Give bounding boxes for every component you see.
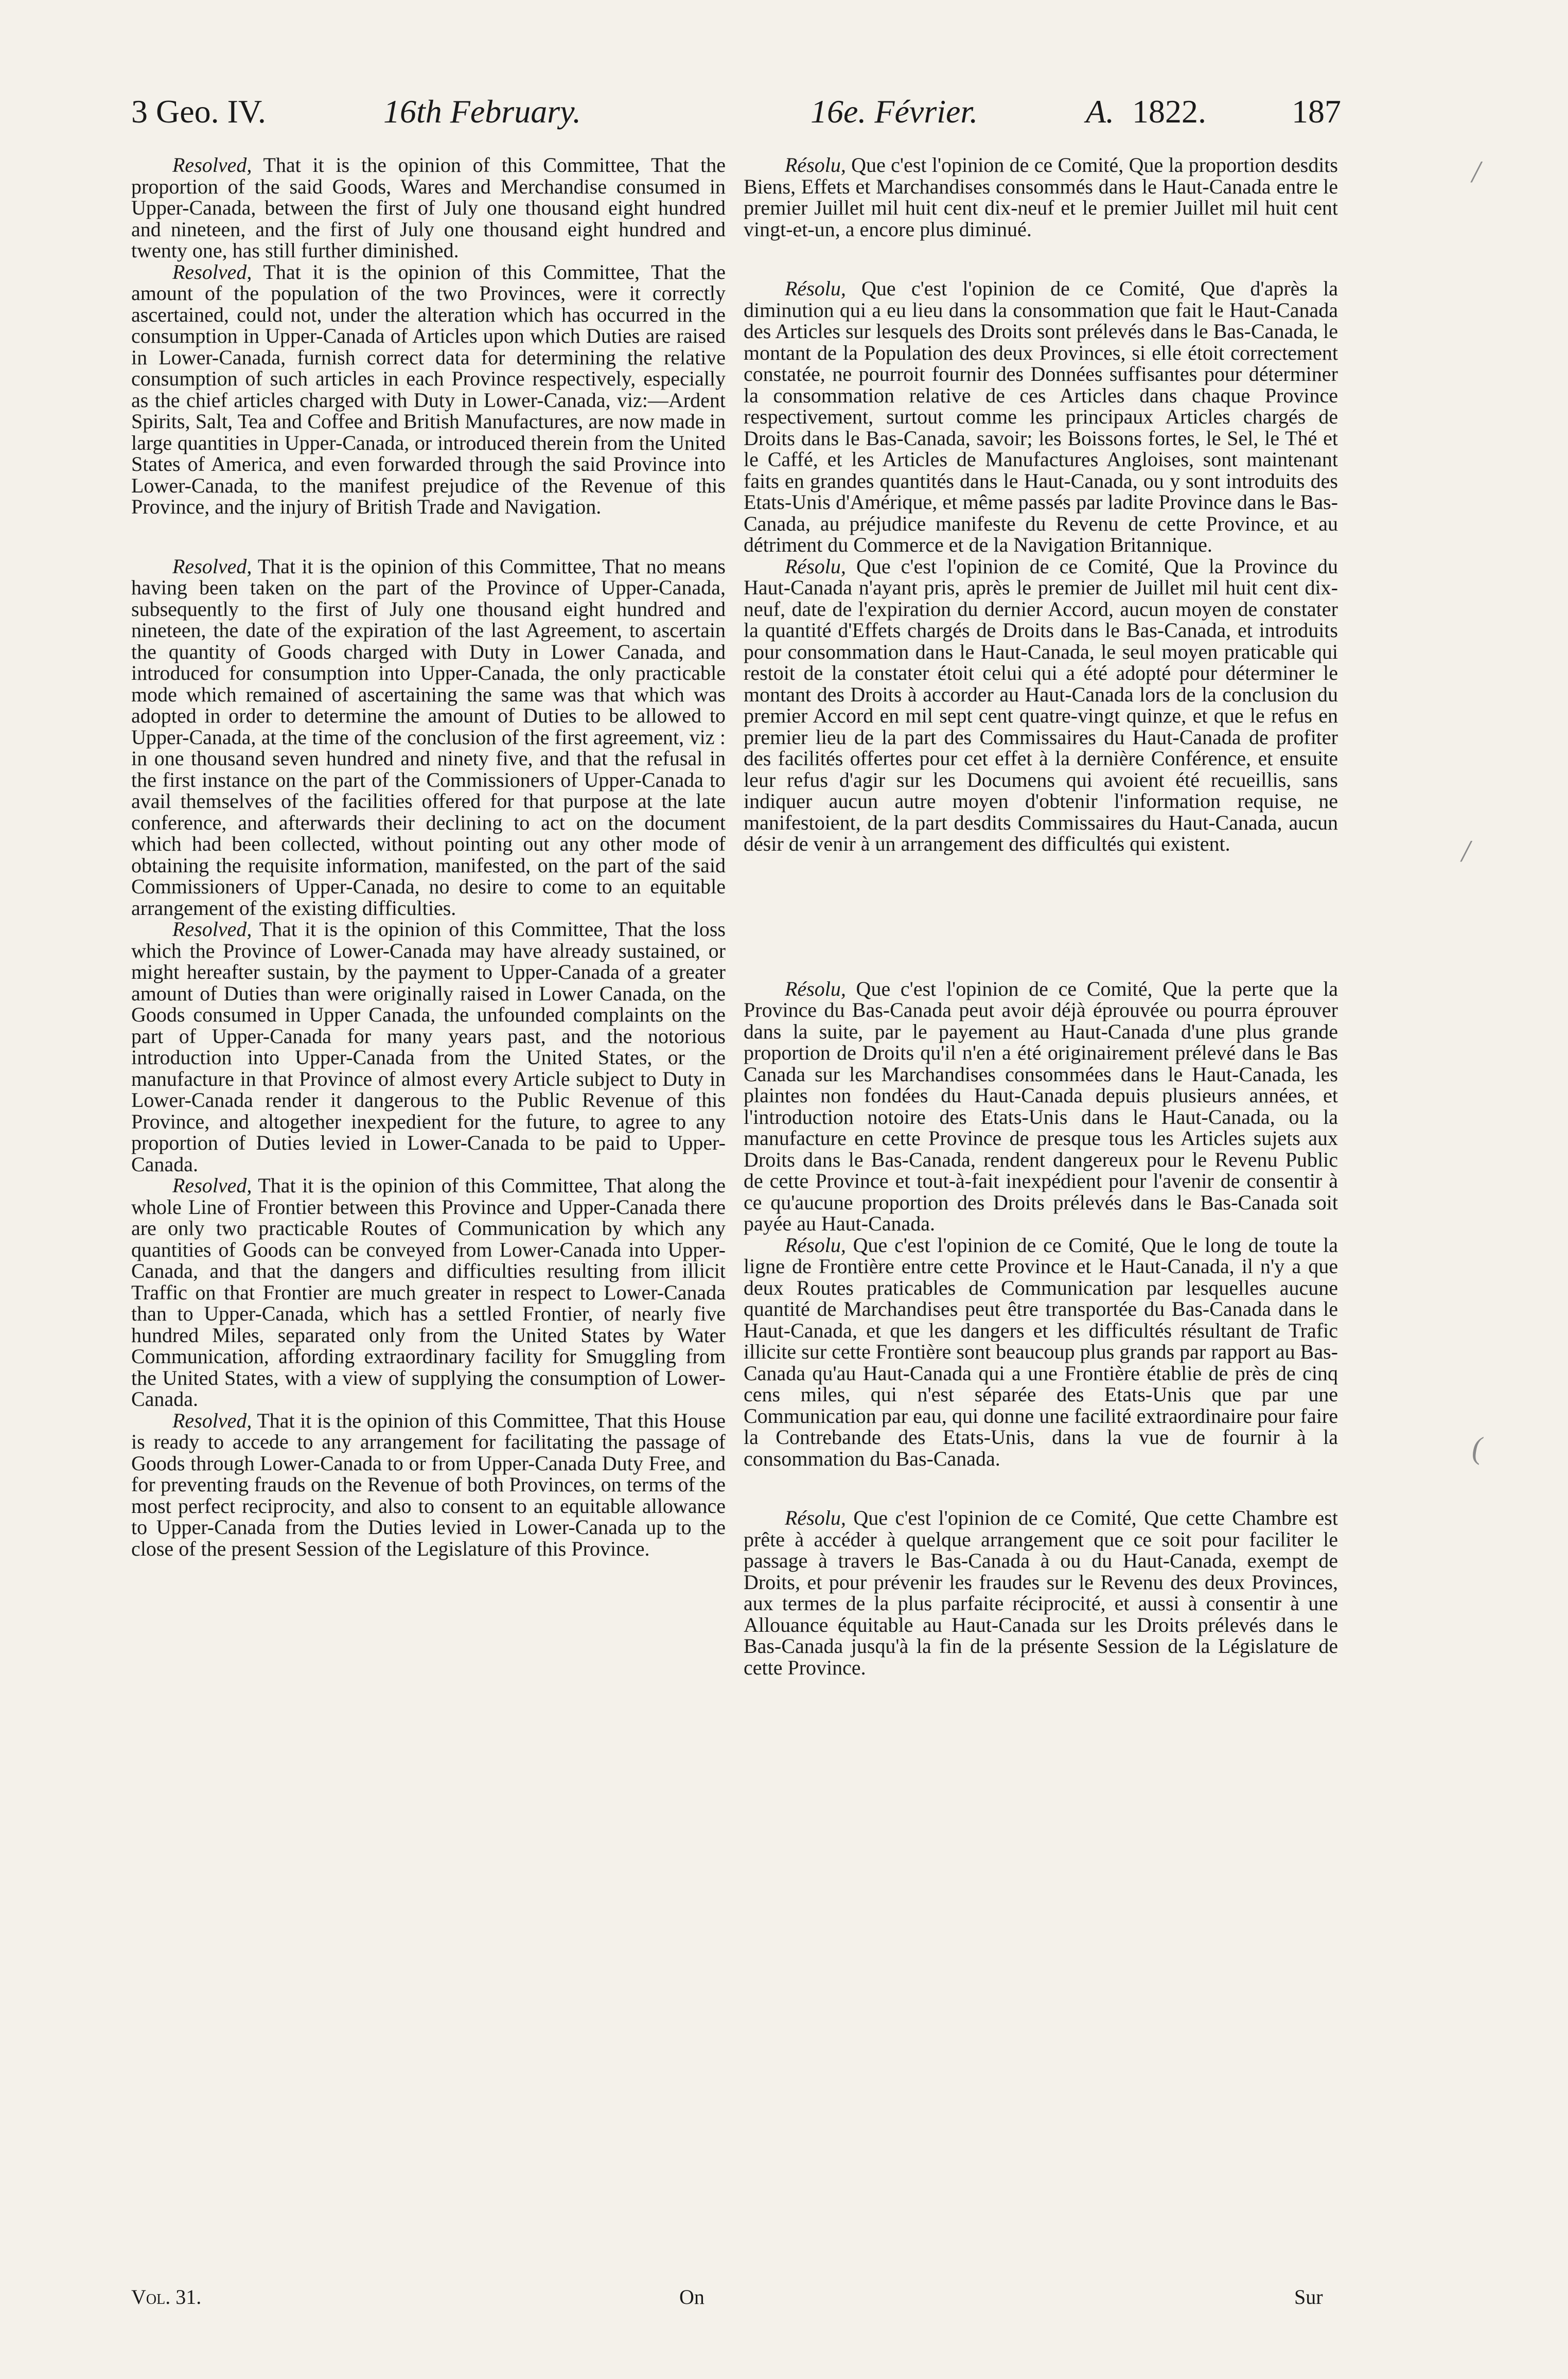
resolution-en-5 bbox=[131, 1175, 726, 1410]
paragraph-gap bbox=[744, 855, 1338, 978]
header-year: 1822. bbox=[1132, 93, 1206, 130]
resolution-en-2 bbox=[131, 261, 726, 518]
resolution-lead: Resolved, bbox=[172, 554, 252, 578]
resolution-lead: Resolved, bbox=[172, 1174, 252, 1197]
resolution-text: Que c'est l'opinion de ce Comité, Que la proportion desdits Biens, Effets et Marchandises consommés dans le Haut-Canada entre le premier Juillet mil huit cent dix-neuf et le premier Juillet mil huit cent vingt-et-un, a encore plus diminué. bbox=[744, 153, 1338, 241]
resolution-en-4 bbox=[131, 919, 726, 1175]
resolution-lead: Résolu, bbox=[785, 153, 846, 177]
volume-label: Vol. 31. bbox=[131, 2285, 202, 2308]
resolution-lead: Resolved, bbox=[172, 153, 252, 177]
resolution-text: Que c'est l'opinion de ce Comité, Que d'après la diminution qui a eu lieu dans la consommation que fait le Haut-Canada des Articles sur lesquels des Droits sont prélevés dans le Bas-Canada, le montant de la Population des deux Provinces, si elle étoit correctement constatée, ne pourroit fournir des Données suffisantes pour déterminer la consommation relative de ces Articles dans chaque Province respectivement, surtout comme les principaux Articles chargés de Droits dans le Bas-Canada, savoir; les Boissons fortes, le Sel, le Thé et le Caffé, et les Articles de Manufactures Angloises, sont maintenant faits en grandes quantités dans le Haut-Canada, ou y sont introduits des Etats-Unis d'Amérique, et même passés par ladite Province dans le Bas-Canada, au préjudice manifeste du Revenu de cette Province, et au détriment du Commerce et de la Navigation Britannique. bbox=[744, 277, 1338, 556]
resolution-lead: Résolu, bbox=[785, 554, 846, 578]
page-number: 187 bbox=[1292, 93, 1341, 130]
french-column bbox=[744, 154, 1338, 1678]
resolution-text: That it is the opinion of this Committee, That no means having been taken on the part of the Province of Upper-Canada, subsequently to the first of July one thousand eight hundred and nineteen, the date of the expiration of the last Agreement, to ascertain the quantity of Goods charged with Duty in Lower Canada, and introduced for consumption into Upper-Canada, the only practicable mode which remained of ascertaining the same was that which was adopted in order to determine the amount of Duties to be allowed to Upper-Canada, at the time of the conclusion of the first agreement, viz : in one thousand seven hundred and ninety five, and that the refusal in the first instance on the part of the Commissioners of Upper-Canada to avail themselves of the facilities offered for that purpose at the late conference, and afterwards their declining to act on the document which had been collected, without pointing out any other mode of obtaining the requisite information, manifested, on the part of the said Commissioners of Upper-Canada, no desire to come to an equitable arrangement of the existing difficulties. bbox=[131, 554, 726, 920]
header-date-french: 16e. Février. bbox=[811, 93, 978, 130]
resolution-lead: Résolu, bbox=[785, 1506, 846, 1529]
resolution-lead: Résolu, bbox=[785, 277, 846, 300]
header-year-prefix: A. bbox=[1086, 93, 1115, 130]
margin-pencil-mark: ( bbox=[1472, 1431, 1482, 1465]
english-column bbox=[131, 154, 726, 1559]
resolution-text: That it is the opinion of this Committee, That the loss which the Province of Lower-Canada may have already sustained, or might hereafter sustain, by the payment to Upper-Canada of a greater amount of Duties than were originally raised in Lower Canada, on the Goods consumed in Upper Canada, the unfounded complaints on the part of Upper-Canada for many years past, and the notorious introduction into Upper-Canada from the United States, or the manufacture in that Province of almost every Article subject to Duty in Lower-Canada render it dangerous to the Public Revenue of this Province, and altogether inexpedient for the future, to agree to any proportion of Duties levied in Lower-Canada to be paid to Upper-Canada. bbox=[131, 918, 726, 1176]
resolution-lead: Résolu, bbox=[785, 1233, 846, 1257]
resolution-en-1 bbox=[131, 154, 726, 261]
running-header bbox=[0, 93, 1568, 144]
resolution-fr-6 bbox=[744, 1507, 1338, 1678]
resolution-lead: Resolved, bbox=[172, 918, 252, 941]
resolution-fr-2 bbox=[744, 278, 1338, 556]
catchword-left: On bbox=[679, 2285, 704, 2308]
resolution-lead: Résolu, bbox=[785, 977, 846, 1000]
resolution-text: Que c'est l'opinion de ce Comité, Que la Province du Haut-Canada n'ayant pris, après le premier de Juillet mil huit cent dix-neuf, date de l'expiration du dernier Accord, aucun moyen de constater la quantité d'Effets chargés de Droits dans le Bas-Canada, et introduits pour consommation dans le Haut-Canada, le seul moyen praticable qui restoit de la constater étoit celui qui a été adopté pour déterminer le montant des Droits à accorder au Haut-Canada lors de la conclusion du premier Accord en mil sept cent quatre-vingt quinze, et que le refus en premier lieu de la part des Commissaires du Haut-Canada de profiter des facilités offertes pour cet effet à la dernière Conférence, et ensuite leur refus d'agir sur les Documens qui avoient été recueillis, sans indiquer aucun autre moyen d'obtenir l'information requise, ne manifestoient, de la part desdits Commissaires du Haut-Canada, aucun désir de venir à un arrangement des difficultés qui existent. bbox=[744, 554, 1338, 855]
resolution-fr-4 bbox=[744, 978, 1338, 1235]
resolution-text: That it is the opinion of this Committee, That the amount of the population of the two Provinces, were it correctly ascertained, could not, under the alteration which has occurred in the consumption in Upper-Canada of Articles upon which Duties are raised in Lower-Canada, furnish correct data for determining the relative consumption of such articles in each Province respectively, especially as the chief articles charged with Duty in Lower-Canada, viz:—Ardent Spirits, Salt, Tea and Coffee and British Manufactures, are now made in large quantities in Upper-Canada, or introduced therein from the United States of America, and even forwarded through the said Province into Lower-Canada, to the manifest prejudice of the Revenue of this Province, and the injury of British Trade and Navigation. bbox=[131, 260, 726, 518]
resolution-en-3 bbox=[131, 556, 726, 919]
margin-pencil-mark: / bbox=[1461, 834, 1470, 868]
resolution-en-6 bbox=[131, 1410, 726, 1560]
resolution-text: That it is the opinion of this Committee, That along the whole Line of Frontier between this Province and Upper-Canada there are only two practicable Routes of Communication by which any quantities of Goods can be conveyed from Lower-Canada into Upper-Canada, and that the dangers and difficulties resulting from illicit Traffic on that Frontier are much greater in respect to Lower-Canada than to Upper-Canada, which has a settled Frontier, of nearly five hundred Miles, separated only from the United States by Water Communication, affording extraordinary facility for Smuggling from the United States, with a view of supplying the consumption of Lower-Canada. bbox=[131, 1174, 726, 1411]
resolution-fr-1 bbox=[744, 154, 1338, 240]
resolution-fr-5 bbox=[744, 1235, 1338, 1470]
catchword-right: Sur bbox=[1294, 2285, 1323, 2308]
margin-pencil-mark: / bbox=[1472, 155, 1481, 189]
paragraph-gap bbox=[131, 518, 726, 556]
resolution-text: Que c'est l'opinion de ce Comité, Que le long de toute la ligne de Frontière entre cette Province et le Haut-Canada, il n'y a que deux Routes praticables de Communication par lesquelles aucune quantité de Marchandises peut être transportée du Bas-Canada dans le Haut-Canada, et que les dangers et les difficultés résultant de Trafic illicite sur cette Frontière sont beaucoup plus grands par rapport au Bas-Canada qu'au Haut-Canada qui a une Frontière établie de près de cinq cens miles, qui n'est séparée des Etats-Unis que par une Communication par eau, qui donne une facilité extraordinaire pour faire la Contrebande des Etats-Unis, dans la vue de fournir à la consommation du Bas-Canada. bbox=[744, 1233, 1338, 1470]
resolution-lead: Resolved, bbox=[172, 1408, 252, 1432]
resolution-text: Que c'est l'opinion de ce Comité, Que la perte que la Province du Bas-Canada peut avoir déjà éprouvée ou pourra éprouver dans la suite, par le payement au Haut-Canada d'une plus grande proportion de Droits qu'il n'en a été originairement prélevé dans le Bas Canada sur les Marchandises consommées dans le Haut-Canada, les plaintes non fondées du Haut-Canada depuis plusieurs années, et l'introduction notoire des Etats-Unis dans le Haut-Canada, ou la manufacture en cette Province de presque tous les Articles sujets aux Droits dans le Bas-Canada, rendent dangereux pour le Revenu Public de cette Province et tout-à-fait inexpédient pour l'avenir de consentir à ce qu'aucune proportion des Droits prélevés dans le Bas-Canada soit payée au Haut-Canada. bbox=[744, 977, 1338, 1235]
resolution-text: That it is the opinion of this Committee, That this House is ready to accede to any arrangement for facilitating the passage of Goods through Lower-Canada to or from Upper-Canada Duty Free, and for preventing frauds on the Revenue of both Provinces, on terms of the most perfect reciprocity, and also to consent to an equitable allowance to Upper-Canada from the Duties levied in Lower-Canada up to the close of the present Session of the Legislature of this Province. bbox=[131, 1408, 726, 1560]
resolution-fr-3 bbox=[744, 556, 1338, 855]
paragraph-gap bbox=[744, 240, 1338, 278]
resolution-lead: Resolved, bbox=[172, 260, 252, 284]
paragraph-gap bbox=[744, 1469, 1338, 1507]
resolution-text: That it is the opinion of this Committee, That the proportion of the said Goods, Wares and Merchandise consumed in Upper-Canada, between the first of July one thousand eight hundred and nineteen, and the first of July one thousand eight hundred and twenty one, has still further diminished. bbox=[131, 153, 726, 262]
header-reign: 3 Geo. IV. bbox=[131, 93, 266, 130]
resolution-text: Que c'est l'opinion de ce Comité, Que cette Chambre est prête à accéder à quelque arrangement que ce soit pour faciliter le passage à travers le Bas-Canada à ou du Haut-Canada, exempt de Droits, et pour prévenir les fraudes sur le Revenu des deux Provinces, aux termes de la plus parfaite réciprocité, et aussi à consentir à une Allouance équitable au Haut-Canada sur les Droits prélevés dans le Bas-Canada jusqu'à la fin de la présente Session de la Législature de cette Province. bbox=[744, 1506, 1338, 1679]
header-date-english: 16th February. bbox=[383, 93, 581, 130]
